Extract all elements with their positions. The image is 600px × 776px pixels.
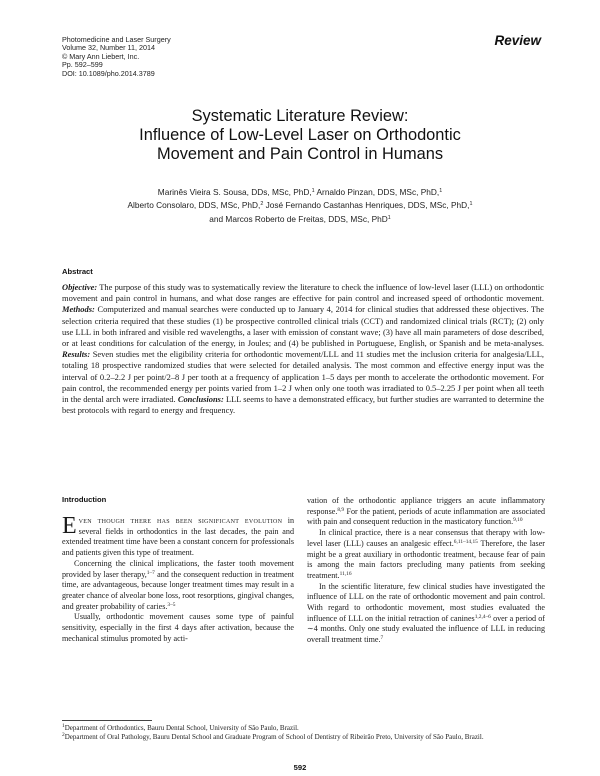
intro-paragraph-2 — [62, 559, 294, 613]
paragraph-text: In the scientific literature, few clinical studies have investigated the influence of LLL on the rate of orthodontic movement and pain control. With regard to orthodontic movement, most studies evaluated the influence of LLL on the initial retraction of canines — [307, 581, 545, 623]
author-henriques: José Fernando Castanhas Henriques, DDS, MSc, PhD, — [265, 200, 470, 211]
journal-volume: Volume 32, Number 11, 2014 — [62, 43, 155, 53]
article-title — [60, 107, 540, 164]
affiliation-footnotes — [62, 724, 544, 742]
citation[interactable]: 1,2,4–6 — [474, 613, 491, 620]
drop-cap: E — [62, 513, 77, 539]
paragraph-text: In clinical practice, there is a near consensus that therapy with low-level laser (LLL) causes an analgesic effect. — [307, 528, 545, 548]
intro-paragraph-3 — [62, 612, 294, 644]
footnote-text: Department of Orthodontics, Bauru Dental School, University of São Paulo, Brazil. — [64, 724, 299, 732]
citation[interactable]: 7 — [380, 635, 384, 642]
footnote-1 — [62, 724, 544, 733]
affiliation-marker: 2 — [260, 201, 264, 208]
footnote-text: Department of Oral Pathology, Bauru Dental School and Graduate Program of School of Dentistry of Ribeirão Preto, University of São Paulo, Brazil. — [64, 733, 484, 741]
lead-in-smallcaps: ven though there has been significant evolution — [78, 516, 283, 525]
paragraph-text: Therefore, the laser might be a great auxiliary in orthodontic treatment, because fear of pain is among the main factors precluding many patients from seeking treatment. — [307, 538, 545, 580]
abstract-heading: Abstract — [62, 267, 93, 276]
affiliation-marker: 1 — [469, 201, 473, 208]
doi-link[interactable]: DOI: 10.1089/pho.2014.3789 — [62, 68, 155, 78]
objective-label: Objective: — [62, 282, 98, 292]
paragraph-text: over a period of ∼4 months. Only one study evaluated the influence of LLL in reducing overall treatment time. — [307, 613, 545, 645]
intro-paragraph-1-text: in several fields in orthodontics in the last decades, the pain and extended treatment time have been a constant concern for professionals and patients given this type of treatment. — [62, 516, 294, 558]
author-consolaro: Alberto Consolaro, DDS, MSc, PhD, — [127, 200, 261, 211]
paragraph-text: vation of the orthodontic appliance triggers an acute inflammatory response. — [307, 496, 545, 516]
intro-paragraph-5 — [307, 582, 545, 646]
footnote-marker: 2 — [62, 732, 65, 738]
methods-label: Methods: — [62, 304, 95, 315]
paragraph-text: Concerning the clinical implications, the faster tooth movement provided by laser therapy, — [62, 558, 294, 579]
citation[interactable]: 3–5 — [167, 601, 176, 608]
journal-name: Photomedicine and Laser Surgery — [62, 35, 171, 44]
conclusions-label: Conclusions: — [177, 394, 224, 405]
section-label: Review — [494, 33, 541, 48]
page-number: 592 — [293, 763, 307, 772]
author-freitas: and Marcos Roberto de Freitas, DDS, MSc, PhD — [209, 213, 388, 224]
affiliation-marker: 1 — [311, 188, 315, 194]
affiliation-marker: 1 — [439, 188, 443, 194]
body-column-left — [62, 513, 295, 644]
introduction-heading: Introduction — [62, 495, 107, 504]
citation[interactable]: 11,16 — [339, 570, 352, 577]
page-range: Pp. 592–599 — [62, 60, 103, 70]
conclusions-text: LLL seems to have a demonstrated efficacy, but further studies are warranted to determine the best protocols with regard to energy and frequency. — [62, 394, 545, 416]
results-text: Seven studies met the eligibility criteria for orthodontic movement/LLL and 11 studies met the inclusion criteria for analgesia/LLL, totaling 18 prospective randomized studies that were selected for detailed analysis. The most common and effective energy input was the interval of 0.2–2.2 J per point/2–8 J per tooth at a frequency of application 1–5 days per month to accelerate the orthodontic movement. For pain control, the recommended energy per points varied from 1–2 J when only one tooth was irradiated to 0.5–2.25 J per point when all teeth in the dental arch were irradiated. — [62, 349, 545, 405]
citation[interactable]: 8,9 — [337, 506, 345, 513]
title-line-3: Movement and Pain Control in Humans — [156, 145, 444, 163]
objective-text: The purpose of this study was to systematically review the literature to check the influence of low-level laser (LLL) on orthodontic movement and pain control in humans, and what dose ranges are effective for pain control and increased speed of orthodontic movement. — [62, 282, 544, 304]
paragraph-text: and the consequent reduction in treatment time, are advantageous, because longer treatment times may result in a greater chance of alveolar bone loss, root resorptions, gingival changes, and greater probability of caries. — [62, 569, 295, 611]
affiliation-marker: 1 — [387, 214, 391, 221]
citation[interactable]: 9,10 — [513, 517, 523, 524]
author-list — [60, 186, 540, 226]
paragraph-text: Usually, orthodontic movement causes some type of painful sensitivity, especially in the first 4 days after activation, because the mechanical stimulus promoted by acti- — [62, 612, 294, 643]
footnote-marker: 1 — [62, 723, 65, 729]
title-line-1: Systematic Literature Review: — [191, 107, 409, 125]
methods-text: Computerized and manual searches were conducted up to January 4, 2014 for clinical studies that addressed these objectives. The selection criteria required that these studies (1) be prospective controlled clinical trials (CCT) and randomized clinical trials (RCT); (2) only use LLL in both infrared and visible red wavelengths, a laser with emission of constant wave; (3) have all main parameters of dose described, or at least conditions for calculation of the energy, in Joules; and (4) be published in Portuguese, English, or Spanish and be meta-analyses. — [62, 304, 545, 349]
footnote-divider — [62, 720, 152, 721]
copyright-line: © Mary Ann Liebert, Inc. — [62, 51, 140, 61]
footnote-2 — [62, 733, 544, 742]
paragraph-text: For the patient, periods of acute inflammation are associated with pain and consequent reduction in the masticatory function. — [307, 506, 545, 527]
intro-paragraph-4 — [307, 528, 545, 582]
title-line-2: Influence of Low-Level Laser on Orthodontic — [139, 126, 461, 144]
citation[interactable]: 1–7 — [146, 569, 155, 576]
citation[interactable]: 6,11–14,15 — [453, 538, 478, 545]
intro-paragraph-1 — [62, 513, 294, 559]
author-pinzan: Arnaldo Pinzan, DDS, MSc, PhD, — [316, 187, 440, 197]
results-label: Results: — [62, 349, 91, 360]
author-sousa: Marinês Vieira S. Sousa, DDs, MSc, PhD, — [157, 187, 312, 197]
journal-meta — [62, 36, 322, 78]
abstract-body — [62, 282, 544, 416]
intro-paragraph-3-cont — [307, 496, 545, 528]
body-column-right — [307, 496, 545, 646]
